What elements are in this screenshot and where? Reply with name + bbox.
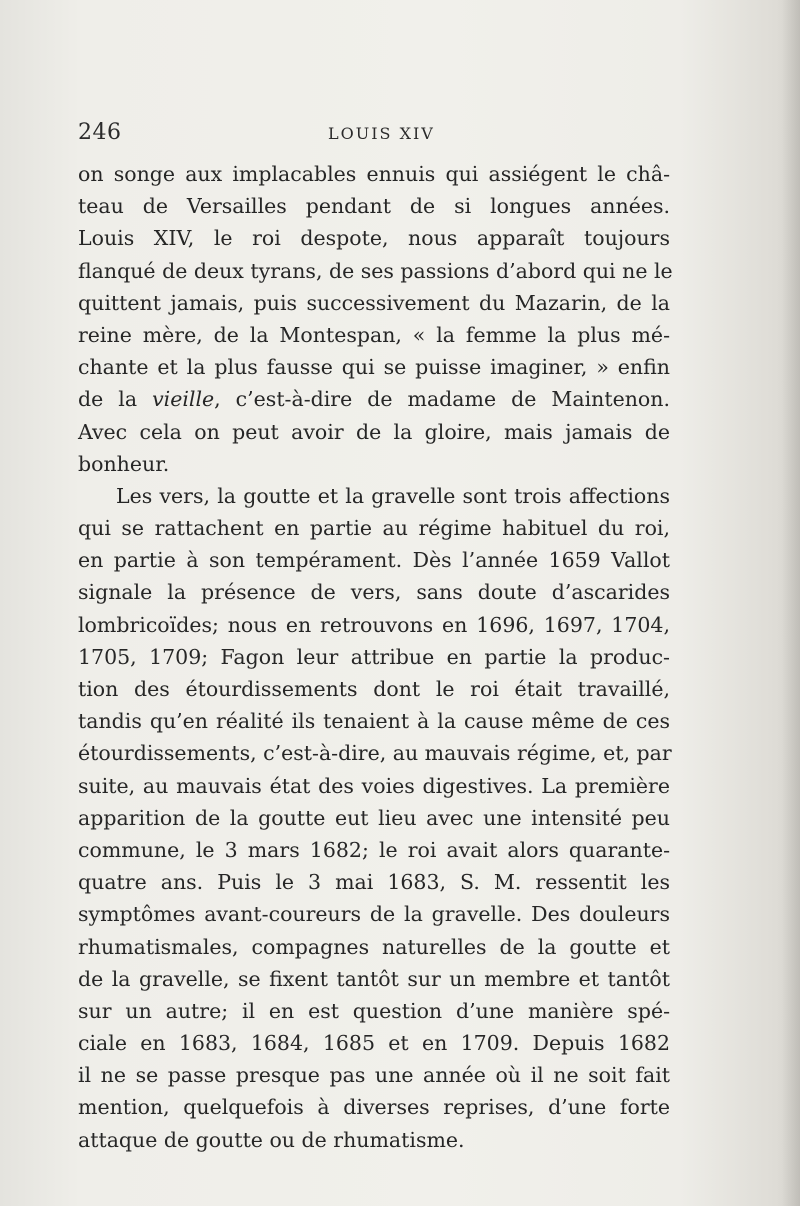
- text-line: en partie à son tempérament. Dès l’année 1659 Vallot: [78, 548, 670, 573]
- text-line: symptômes avant-coureurs de la gravelle. Des douleurs: [78, 902, 670, 927]
- text-line: reine mère, de la Montespan, « la femme la plus mé-: [78, 322, 670, 347]
- text-line: ciale en 1683, 1684, 1685 et en 1709. Depuis 1682: [78, 1031, 670, 1056]
- paragraph-2: [78, 480, 670, 1156]
- text-line: suite, au mauvais état des voies digestives. La première: [78, 773, 670, 798]
- italic-word: vieille: [152, 387, 215, 412]
- text-fragment: , c’est-à-dire de madame de Maintenon.: [214, 387, 670, 412]
- text-line: on songe aux implacables ennuis qui assiégent le châ-: [78, 162, 670, 186]
- text-line: rhumatismales, compagnes naturelles de la goutte et: [78, 934, 670, 959]
- text-line: de la gravelle, se fixent tantôt sur un membre et tantôt: [78, 966, 670, 991]
- text-line: signale la présence de vers, sans doute d’ascarides: [78, 580, 670, 605]
- text-line-with-italic: [78, 383, 670, 415]
- text-line: sur un autre; il en est question d’une manière spé-: [78, 998, 670, 1023]
- text-line: attaque de goutte ou de rhumatisme.: [78, 1127, 465, 1152]
- text-line: tion des étourdissements dont le roi était travaillé,: [78, 677, 670, 701]
- page-header: [78, 120, 668, 150]
- text-line: étourdissements, c’est-à-dire, au mauvais régime, et, par: [78, 741, 672, 766]
- text-fragment: de la: [78, 387, 138, 412]
- text-line: il ne se passe presque pas une année où il ne soit fait: [78, 1063, 670, 1088]
- text-line: teau de Versailles pendant de si longues années.: [78, 194, 670, 219]
- running-head: LOUIS XIV: [328, 124, 435, 143]
- text-line: 1705, 1709; Fagon leur attribue en partie la produc-: [78, 644, 670, 669]
- text-line: chante et la plus fausse qui se puisse imaginer, » enfin: [78, 355, 670, 380]
- text-line: Les vers, la goutte et la gravelle sont trois affections: [116, 483, 670, 508]
- text-line: apparition de la goutte eut lieu avec une intensité peu: [78, 805, 670, 830]
- page-edge-shadow: [782, 0, 800, 1206]
- body-text: [78, 158, 673, 1156]
- page-number: 246: [78, 120, 122, 145]
- text-line: quatre ans. Puis le 3 mai 1683, S. M. ressentit les: [78, 870, 670, 895]
- text-line: flanqué de deux tyrans, de ses passions d’abord qui ne le: [78, 258, 673, 283]
- text-line: mention, quelquefois à diverses reprises, d’une forte: [78, 1095, 670, 1120]
- text-line: Louis XIV, le roi despote, nous apparaît toujours: [78, 226, 670, 251]
- text-line: qui se rattachent en partie au régime habituel du roi,: [78, 516, 670, 541]
- text-line: lombricoïdes; nous en retrouvons en 1696, 1697, 1704,: [78, 612, 670, 637]
- text-line: Avec cela on peut avoir de la gloire, mais jamais de: [78, 419, 670, 444]
- text-line: bonheur.: [78, 451, 170, 476]
- paragraph-1: [78, 158, 673, 480]
- text-line: tandis qu’en réalité ils tenaient à la cause même de ces: [78, 709, 670, 734]
- text-line: quittent jamais, puis successivement du Mazarin, de la: [78, 290, 670, 315]
- text-line: commune, le 3 mars 1682; le roi avait alors quarante-: [78, 837, 670, 862]
